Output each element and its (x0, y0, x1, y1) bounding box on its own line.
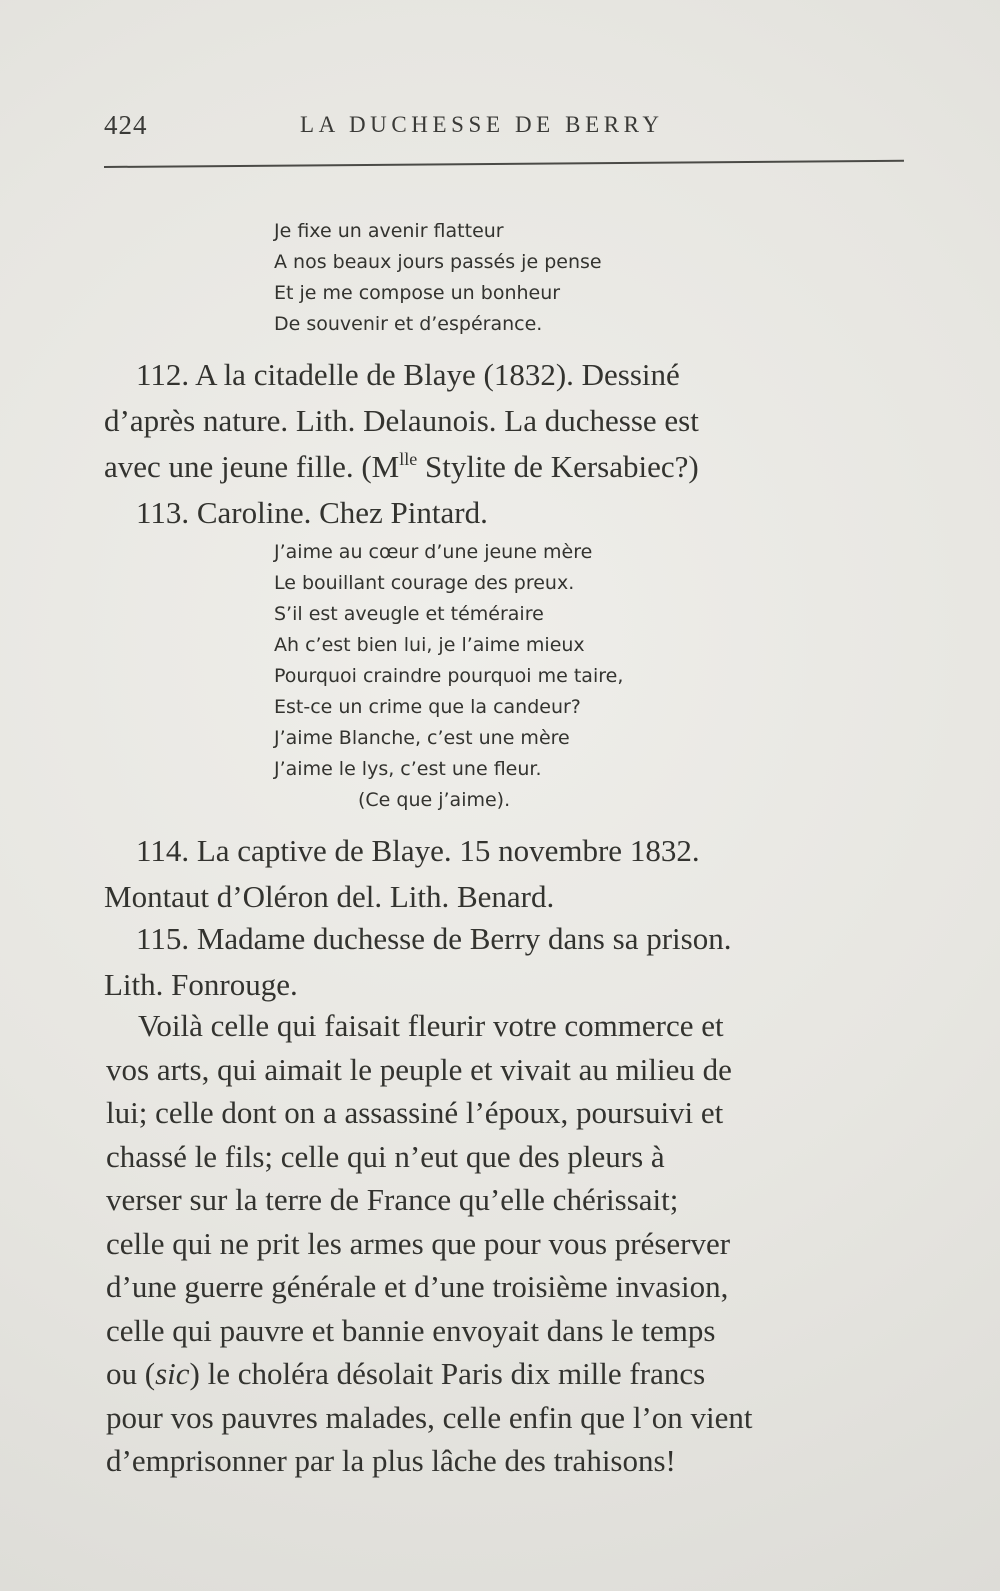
entry-text: avec une jeune fille. (M (104, 449, 400, 484)
entry-line: d’après nature. Lith. Delaunois. La duchesse est (104, 403, 699, 438)
verse-line: J’aime au cœur d’une jeune mère (274, 541, 593, 563)
italic-sic: sic (155, 1356, 190, 1391)
verse-line: A nos beaux jours passés je pense (274, 251, 602, 273)
prose-line: Voilà celle qui faisait fleurir votre commerce et (138, 1008, 724, 1043)
catalog-entry-114 (104, 828, 904, 920)
verse-line: Et je me compose un bonheur (274, 282, 561, 304)
verse-line: Pourquoi craindre pourquoi me taire, (274, 665, 624, 687)
prose-line: chassé le fils; celle qui n’eut que des pleurs à (106, 1138, 665, 1174)
verse-line: Le bouillant courage des preux. (274, 572, 575, 594)
entry-line: Lith. Fonrouge. (104, 967, 298, 1002)
entry-line: 113. Caroline. Chez Pintard. (136, 495, 488, 530)
catalog-entry-113 (104, 490, 904, 536)
verse-line: De souvenir et d’espérance. (274, 313, 543, 335)
entry-line: 115. Madame duchesse de Berry dans sa prison. (136, 921, 732, 956)
prose-line: celle qui pauvre et bannie envoyait dans le temps (106, 1312, 716, 1348)
prose-line: vos arts, qui aimait le peuple et vivait au milieu de (106, 1051, 732, 1087)
header-rule (104, 160, 904, 168)
prose-paragraph (106, 1004, 906, 1483)
entry-line: 112. A la citadelle de Blaye (1832). Dessiné (136, 357, 680, 392)
verse-attribution: (Ce que j’aime). (358, 789, 511, 811)
entry-line: Montaut d’Oléron del. Lith. Benard. (104, 879, 555, 914)
prose-line: pour vos pauvres malades, celle enfin que l’on vient (106, 1399, 753, 1435)
verse-line: Je fixe un avenir flatteur (274, 220, 504, 242)
running-title: LA DUCHESSE DE BERRY (300, 112, 664, 137)
verse-line: Est-ce un crime que la candeur? (274, 696, 581, 718)
verse-stanza-one (274, 216, 602, 340)
catalog-entry-112 (104, 352, 904, 490)
prose-text: ou ( (106, 1356, 156, 1391)
prose-line (106, 1352, 906, 1396)
prose-line: verser sur la terre de France qu’elle chérissait; (106, 1182, 679, 1217)
prose-line: celle qui ne prit les armes que pour vous préserver (106, 1225, 731, 1261)
entry-text: Stylite de Kersabiec?) (417, 449, 699, 484)
prose-line: lui; celle dont on a assassiné l’époux, poursuivi et (106, 1095, 724, 1130)
prose-text: ) le choléra désolait Paris dix mille francs (189, 1356, 706, 1391)
page-header (104, 110, 894, 150)
verse-line: J’aime Blanche, c’est une mère (274, 727, 570, 749)
verse-line: Ah c’est bien lui, je l’aime mieux (274, 634, 585, 656)
verse-line: S’il est aveugle et téméraire (274, 603, 544, 625)
verse-line: J’aime le lys, c’est une fleur. (274, 758, 542, 780)
entry-line (104, 444, 904, 490)
verse-stanza-two (274, 537, 623, 816)
page-number: 424 (104, 110, 148, 140)
catalog-entry-115 (104, 916, 904, 1008)
prose-line: d’emprisonner par la plus lâche des trahisons! (106, 1443, 676, 1478)
entry-line: 114. La captive de Blaye. 15 novembre 1832. (136, 833, 700, 868)
prose-line: d’une guerre générale et d’une troisième invasion, (106, 1269, 729, 1304)
superscript-abbreviation: lle (399, 449, 418, 469)
